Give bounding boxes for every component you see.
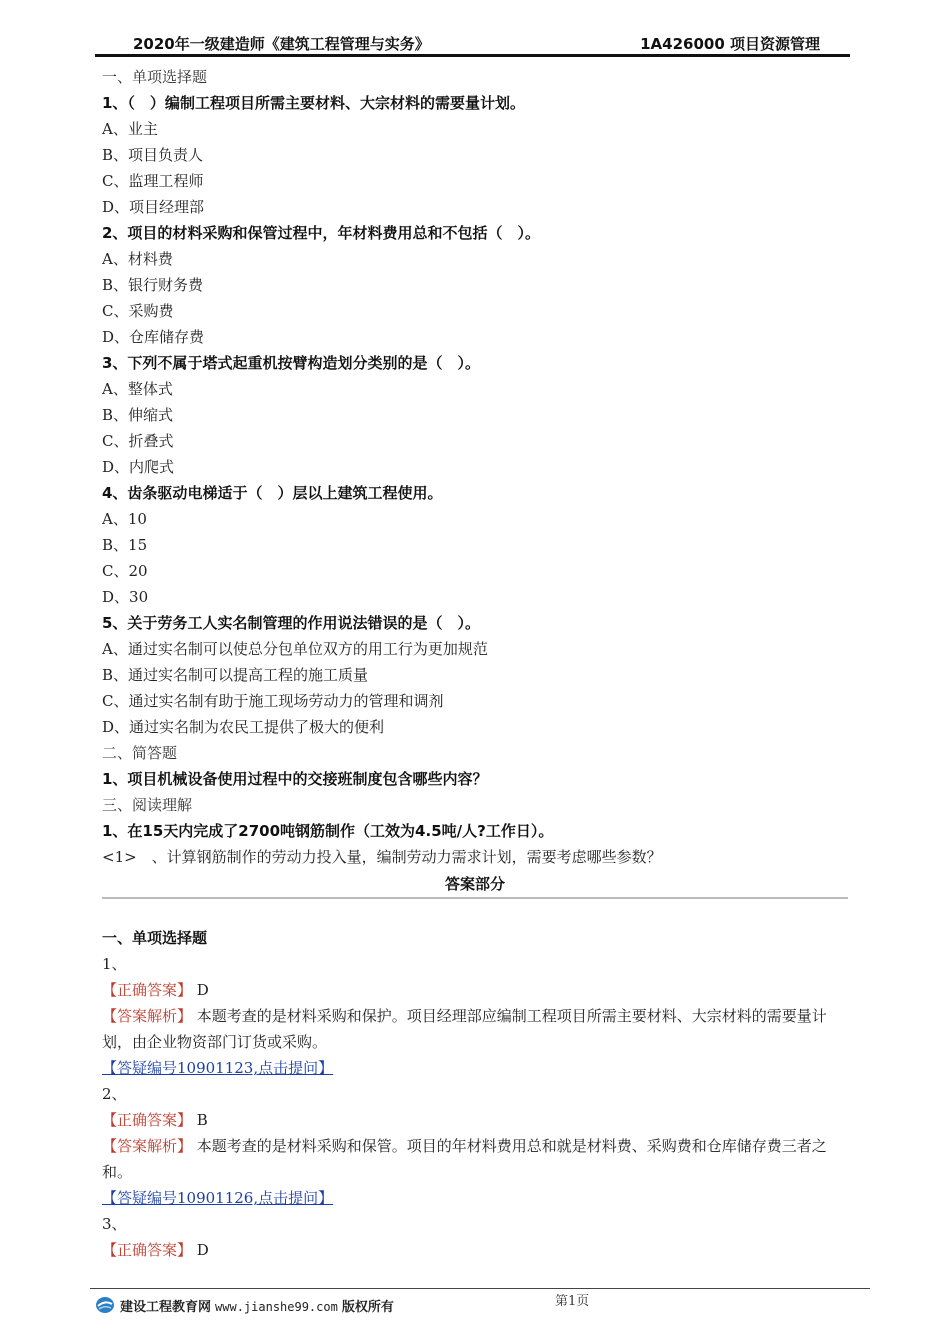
answer-2-number: 2、 — [102, 1085, 127, 1103]
answer-1-number: 1、 — [102, 955, 127, 973]
correct-answer-label: 【正确答案】 — [102, 1241, 193, 1259]
footer-site-name: 建设工程教育网 — [120, 1300, 212, 1315]
question-2-option-b: B、银行财务费 — [102, 276, 204, 294]
question-4-option-a: A、10 — [102, 510, 147, 528]
footer-url[interactable]: www.jianshe99.com — [215, 1300, 338, 1314]
answer-2-question-link[interactable]: 【答疑编号10901126,点击提问】 — [102, 1189, 334, 1207]
question-1-stem: 1、（ ）编制工程项目所需主要材料、大宗材料的需要量计划。 — [102, 94, 525, 112]
correct-answer-label: 【正确答案】 — [102, 1111, 193, 1129]
answer-2-correct — [102, 1107, 850, 1133]
question-1-option-d: D、项目经理部 — [102, 198, 205, 216]
section-title-single-choice: 一、单项选择题 — [102, 68, 208, 86]
section-title-reading: 三、阅读理解 — [102, 796, 193, 814]
questions-section — [102, 64, 852, 870]
question-3-option-d: D、内爬式 — [102, 458, 175, 476]
footer-copyright — [120, 1296, 394, 1315]
question-2-option-a: A、材料费 — [102, 250, 173, 268]
header-title: 2020年一级建造师《建筑工程管理与实务》 — [133, 35, 430, 53]
correct-answer-label: 【正确答案】 — [102, 981, 193, 999]
site-logo-icon — [95, 1296, 115, 1314]
question-5-option-d: D、通过实名制为农民工提供了极大的便利 — [102, 718, 385, 736]
answer-3-correct — [102, 1237, 850, 1263]
reading-1-stem: 1、在15天内完成了2700吨钢筋制作（工效为4.5吨/人?工作日）。 — [102, 822, 554, 840]
question-3-stem: 3、下列不属于塔式起重机按臂构造划分类别的是（ ）。 — [102, 354, 480, 372]
answer-2-analysis-text: 本题考查的是材料采购和保管。项目的年材料费用总和就是材料费、采购费和仓库储存费三者之和。 — [102, 1137, 827, 1181]
answer-1-question-link[interactable]: 【答疑编号10901123,点击提问】 — [102, 1059, 334, 1077]
section-title-short-answer: 二、简答题 — [102, 744, 178, 762]
reading-1-subquestion: <1> 、计算钢筋制作的劳动力投入量，编制劳动力需求计划，需要考虑哪些参数？ — [102, 848, 662, 866]
answer-1-analysis-text: 本题考查的是材料采购和保护。项目经理部应编制工程项目所需主要材料、大宗材料的需要量计划，由企业物资部门订货或采购。 — [102, 1007, 827, 1051]
answer-3-number: 3、 — [102, 1215, 127, 1233]
answers-section — [102, 925, 850, 1263]
answer-section-heading: 一、单项选择题 — [102, 929, 208, 947]
answer-1-analysis — [102, 1003, 850, 1055]
question-5-option-a: A、通过实名制可以使总分包单位双方的用工行为更加规范 — [102, 640, 488, 658]
answer-2-analysis — [102, 1133, 850, 1185]
question-1-option-c: C、监理工程师 — [102, 172, 204, 190]
question-4-option-d: D、30 — [102, 588, 149, 606]
question-1-option-b: B、项目负责人 — [102, 146, 204, 164]
question-2-stem: 2、项目的材料采购和保管过程中，年材料费用总和不包括（ ）。 — [102, 224, 540, 242]
footer-rights: 版权所有 — [341, 1300, 394, 1315]
answer-1-correct — [102, 977, 850, 1003]
question-4-stem: 4、齿条驱动电梯适于（ ）层以上建筑工程使用。 — [102, 484, 443, 502]
header-chapter: 1A426000 项目资源管理 — [640, 35, 820, 53]
question-5-option-b: B、通过实名制可以提高工程的施工质量 — [102, 666, 369, 684]
answer-section-title: 答案部分 — [102, 873, 848, 899]
question-4-option-b: B、15 — [102, 536, 148, 554]
answer-3-value: D — [196, 1241, 209, 1259]
footer-divider — [90, 1288, 870, 1289]
analysis-label: 【答案解析】 — [102, 1137, 193, 1155]
short-answer-1: 1、项目机械设备使用过程中的交接班制度包含哪些内容？ — [102, 770, 488, 788]
page-header — [95, 30, 850, 57]
question-3-option-a: A、整体式 — [102, 380, 173, 398]
question-3-option-b: B、伸缩式 — [102, 406, 174, 424]
question-2-option-d: D、仓库储存费 — [102, 328, 205, 346]
analysis-label: 【答案解析】 — [102, 1007, 193, 1025]
question-5-option-c: C、通过实名制有助于施工现场劳动力的管理和调剂 — [102, 692, 444, 710]
page-number: 第1页 — [555, 1294, 590, 1309]
question-2-option-c: C、采购费 — [102, 302, 174, 320]
answer-1-value: D — [196, 981, 209, 999]
question-4-option-c: C、20 — [102, 562, 148, 580]
question-1-option-a: A、业主 — [102, 120, 158, 138]
question-5-stem: 5、关于劳务工人实名制管理的作用说法错误的是（ ）。 — [102, 614, 480, 632]
question-3-option-c: C、折叠式 — [102, 432, 174, 450]
answer-2-value: B — [196, 1111, 208, 1129]
